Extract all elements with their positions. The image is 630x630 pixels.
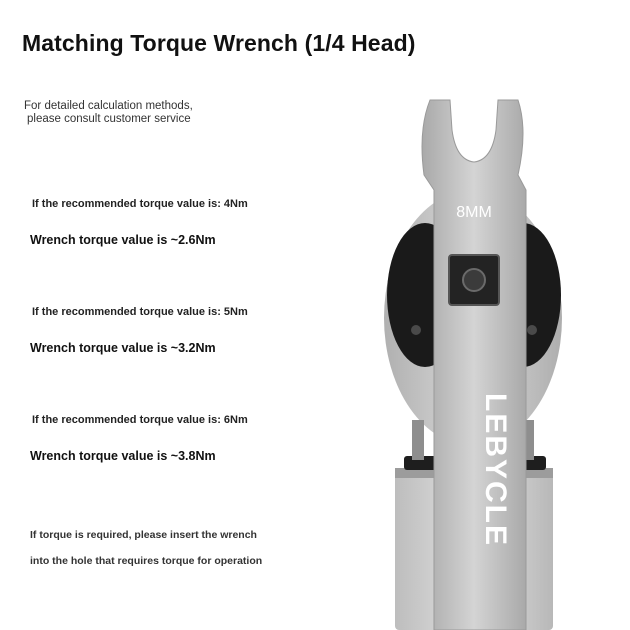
size-label: 8MM [456, 204, 492, 221]
recommended-torque-6nm: If the recommended torque value is: 6Nm [32, 414, 248, 426]
footer-line-1: If torque is required, please insert the wrench [30, 529, 257, 541]
wrench-torque-2-6nm: Wrench torque value is ~2.6Nm [30, 233, 216, 247]
footer-line-2: into the hole that requires torque for operation [30, 555, 263, 567]
recommended-torque-5nm: If the recommended torque value is: 5Nm [32, 306, 248, 318]
wrench-torque-3-8nm: Wrench torque value is ~3.8Nm [30, 449, 216, 463]
torque-wrench-image [360, 90, 630, 630]
note-line-2: please consult customer service [27, 113, 191, 125]
calculation-note [24, 100, 193, 126]
recommended-torque-4nm: If the recommended torque value is: 4Nm [32, 198, 248, 210]
note-line-1: For detailed calculation methods, [24, 100, 193, 112]
brand-logo: LEBYCLE [479, 392, 512, 548]
open-end-wrench-bar [422, 100, 526, 630]
page-title: Matching Torque Wrench (1/4 Head) [22, 30, 416, 56]
wrench-torque-3-2nm: Wrench torque value is ~3.2Nm [30, 341, 216, 355]
